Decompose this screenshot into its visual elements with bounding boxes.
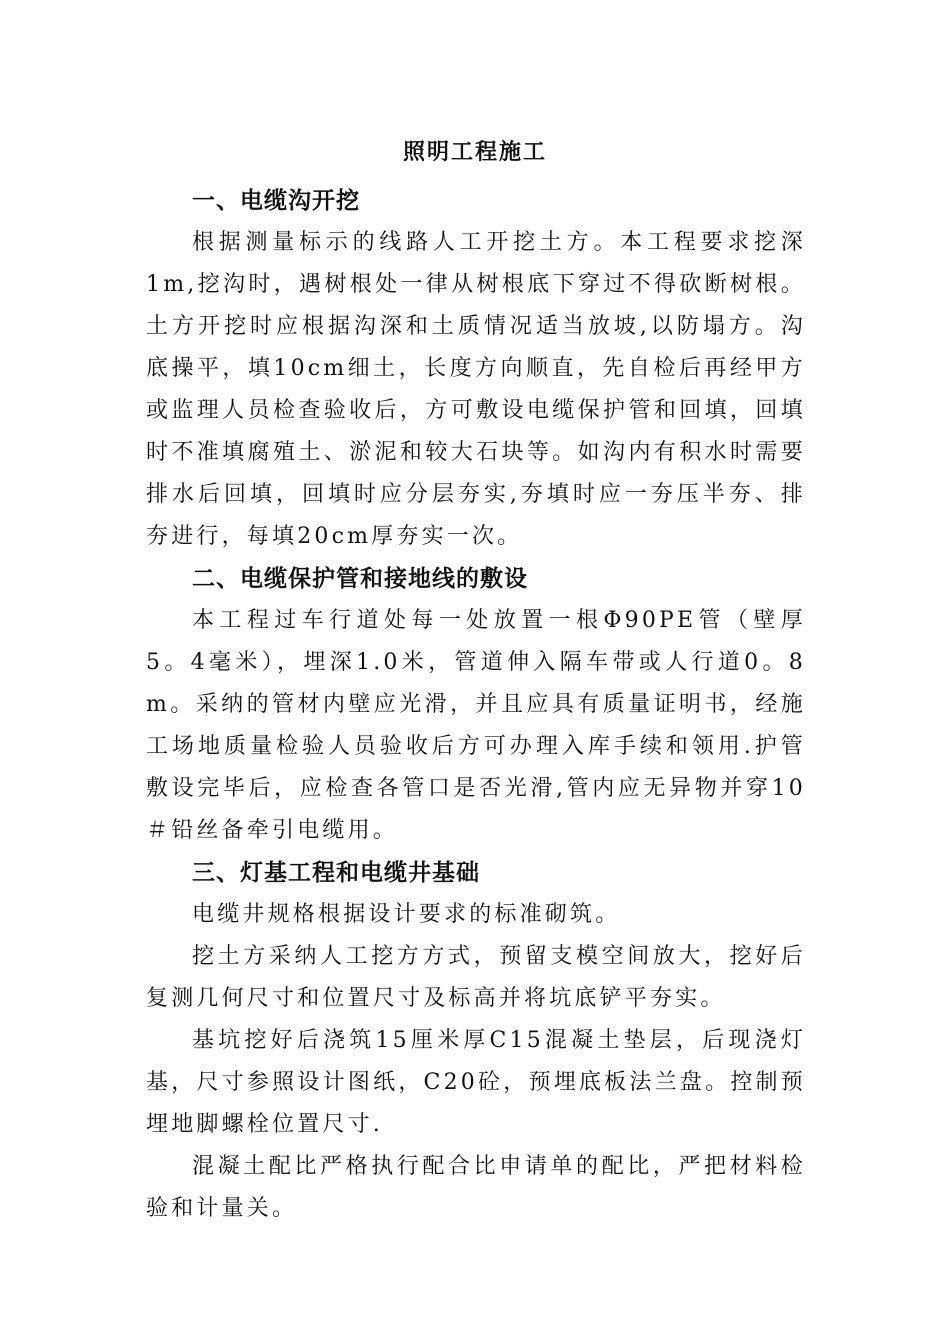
section-conduit-laying [146, 558, 806, 852]
section-heading: 二、电缆保护管和接地线的敷设 [192, 565, 528, 592]
paragraph: 基坑挖好后浇筑15厘米厚C15混凝土垫层，后现浇灯基，尺寸参照设计图纸，C20砼，预埋底板法兰盘。控制预埋地脚螺栓位置尺寸. [146, 1028, 806, 1137]
section-trench-excavation [146, 180, 806, 558]
paragraph: 根据测量标示的线路人工开挖土方。本工程要求挖深 1m,挖沟时，遇树根处一律从树根底下穿过不得砍断树根。土方开挖时应根据沟深和土质情况适当放坡,以防塌方。沟底操平，填10cm细土，长度方向顺直，先自检后再经甲方或监理人员检查验收后，方可敷设电缆保护管和回填，回填时不准填腐殖土、淤泥和较大石块等。如沟内有积水时需要排水后回填，回填时应分层夯实,夯填时应一夯压半夯、排夯进行，每填20cm厚夯实一次。 [146, 230, 806, 549]
document-title: 照明工程施工 [402, 139, 547, 165]
paragraph: 混凝土配比严格执行配合比申请单的配比，严把材料检验和计量关。 [146, 1154, 806, 1221]
document-body [146, 180, 806, 1230]
section-lamp-foundation [146, 852, 806, 1230]
paragraph: 挖土方采纳人工挖方方式，预留支模空间放大，挖好后复测几何尺寸和位置尺寸及标高并将坑底铲平夯实。 [146, 944, 806, 1011]
section-heading: 三、灯基工程和电缆井基础 [192, 859, 480, 886]
section-heading: 一、电缆沟开挖 [192, 187, 360, 214]
paragraph: 电缆井规格根据设计要求的标准砌筑。 [192, 902, 621, 927]
paragraph: 本工程过车行道处每一处放置一根Φ90PE管（壁厚5。4毫米），埋深1.0米，管道伸入隔车带或人行道0。8 m。采纳的管材内壁应光滑，并且应具有质量证明书，经施工场地质量检验人员验收后方可办理入库手续和领用.护管敷设完毕后，应检查各管口是否光滑,管内应无异物并穿10＃铅丝备牵引电缆用。 [146, 608, 806, 843]
